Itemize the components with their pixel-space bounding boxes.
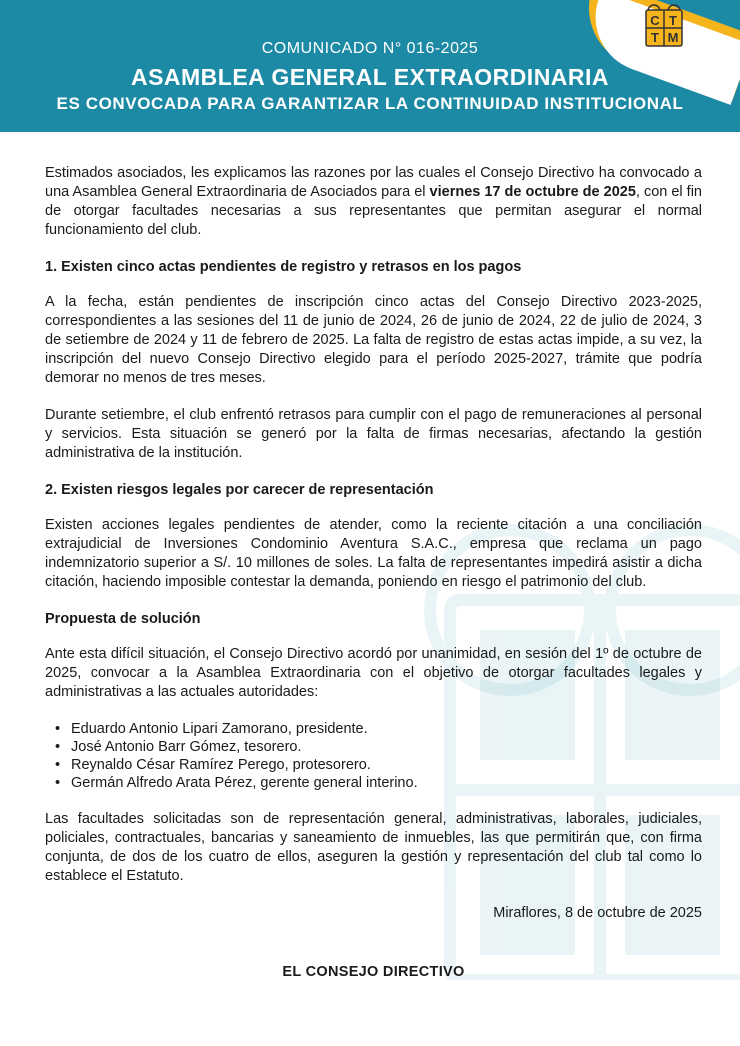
- svg-text:M: M: [667, 30, 679, 45]
- svg-text:T: T: [651, 30, 659, 45]
- assembly-date: viernes 17 de octubre de 2025: [429, 184, 636, 200]
- page-subtitle: ES CONVOCADA PARA GARANTIZAR LA CONTINUIDAD INSTITUCIONAL: [56, 94, 684, 113]
- intro-text: Estimados asociados, les explicamos las razones por las cuales el Consejo Directivo ha convocado a una Asamblea General Extraordinaria de Asociados para el: [45, 165, 702, 200]
- section3-paragraph-1: Ante esta difícil situación, el Consejo Directivo acordó por unanimidad, en sesión del 1º de octubre de 2025, convocar a la Asamblea Extraordinaria con el objetivo de otorgar facultades legales y administrativas a las actuales autoridades:: [45, 646, 702, 700]
- list-item: • Germán Alfredo Arata Pérez, gerente general interino.: [55, 774, 702, 792]
- list-item: • Eduardo Antonio Lipari Zamorano, presidente.: [55, 720, 702, 738]
- communique-number: COMUNICADO N° 016-2025: [261, 40, 479, 57]
- section3-heading: Propuesta de solución: [45, 611, 201, 627]
- svg-text:T: T: [669, 13, 677, 28]
- section1-paragraph-2: Durante setiembre, el club enfrentó retrasos para cumplir con el pago de remuneraciones al personal y servicios. Esta situación se generó por la falta de firmas necesarias, afectando la gestión administrativa de la institución.: [45, 407, 702, 461]
- section1-heading: 1. Existen cinco actas pendientes de registro y retrasos en los pagos: [45, 259, 522, 275]
- svg-text:C: C: [650, 13, 660, 28]
- list-item: • Reynaldo César Ramírez Perego, protesorero.: [55, 756, 702, 774]
- letter-body: [45, 164, 702, 982]
- section2-heading: 2. Existen riesgos legales por carecer de representación: [45, 482, 434, 498]
- intro-paragraph: [45, 164, 702, 240]
- section3-paragraph-2: Las facultades solicitadas son de representación general, administrativas, laborales, judiciales, policiales, contractuales, bancarias y saneamiento de inmuebles, las que permitirán que, con firma conjunta, de dos de los cuatro de ellos, aseguren la gestión y representación del club tal como lo establece el Estatuto.: [45, 811, 702, 884]
- list-item: • José Antonio Barr Gómez, tesorero.: [55, 738, 702, 756]
- letter-date: Miraflores, 8 de octubre de 2025: [493, 905, 702, 921]
- header-band: [0, 0, 740, 132]
- intro-text-end: , con el fin de otorgar facultades necesarias a sus representantes que permitan asegurar el normal funcionamiento del club.: [45, 184, 703, 238]
- signature: EL CONSEJO DIRECTIVO: [282, 964, 465, 980]
- page-title: ASAMBLEA GENERAL EXTRAORDINARIA: [130, 64, 610, 90]
- authorities-list: [45, 720, 702, 792]
- section2-paragraph-1: Existen acciones legales pendientes de atender, como la reciente citación a una conciliación extrajudicial de Inversiones Condominio Aventura S.A.C., empresa que reclama un pago indemnizatorio superior a S/. 10 millones de soles. La falta de representantes impedirá asistir a dicha citación, haciendo imposible contestar la demanda, poniendo en riesgo el patrimonio del club.: [45, 517, 702, 590]
- section1-paragraph-1: A la fecha, están pendientes de inscripción cinco actas del Consejo Directivo 2023-2025, correspondientes a las sesiones del 11 de junio de 2024, 26 de junio de 2024, 22 de julio de 2024, 3 de setiembre de 2024 y 11 de febrero de 2025. La falta de registro de estas actas impide, a su vez, la inscripción del nuevo Consejo Directivo elegido para el período 2025-2027, trámite que podría demorar no menos de tres meses.: [45, 294, 702, 386]
- club-logo-icon: [640, 4, 688, 48]
